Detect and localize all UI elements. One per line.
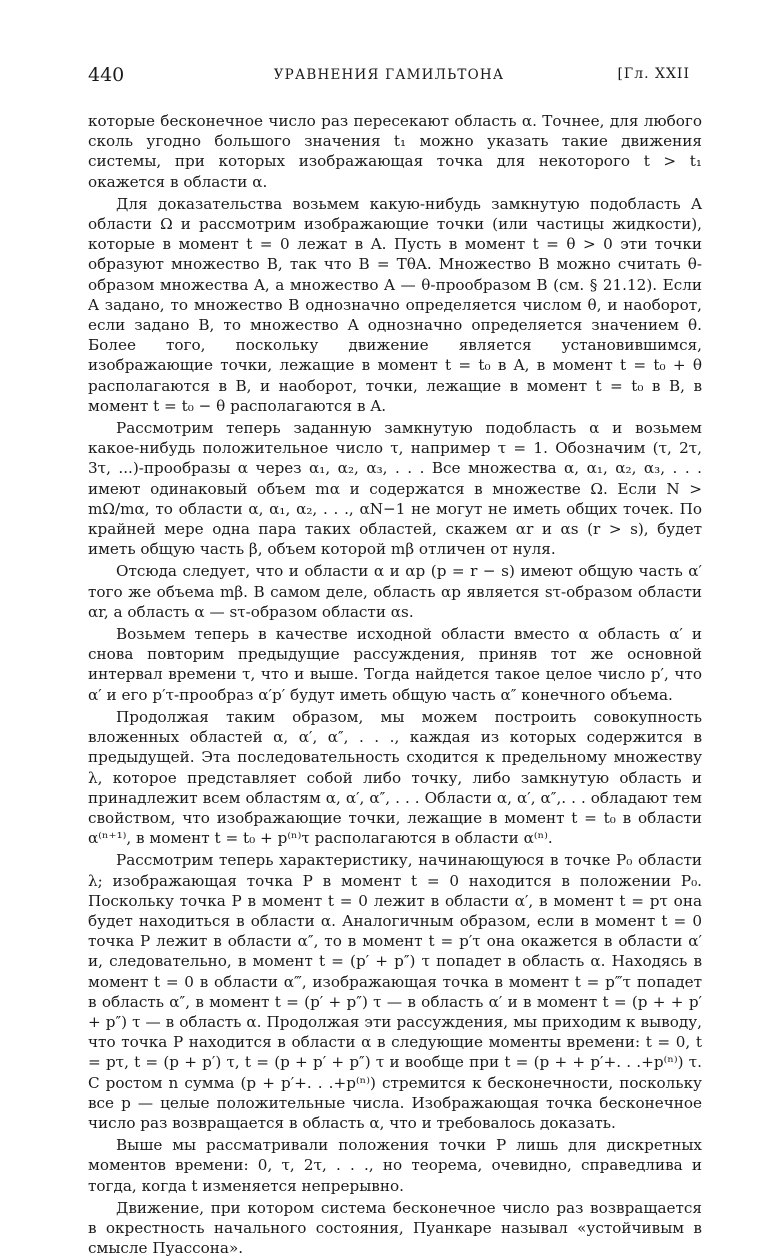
page-number: 440 [88, 64, 125, 86]
paragraph: Продолжая таким образом, мы можем построить совокупность вложенных областей α, α′, α″, . . ., каждая из которых содержится в предыдущей. Эта последовательность сходится к предельному множеству λ, которое представляет собой либо точку, либо замкнутую область и принадлежит всем областям α, α′, α″, . . . Области α, α′, α″,. . . обладают тем свойством, что изображающие точки, лежащие в момент t = t₀ в области α⁽ⁿ⁺¹⁾, в момент t = t₀ + p⁽ⁿ⁾τ располагаются в области α⁽ⁿ⁾. [88, 707, 702, 848]
paragraph: которые бесконечное число раз пересекают область α. Точнее, для любого сколь угодно большого значения t₁ можно указать такие движения системы, при которых изображающая точка для некоторого t > t₁ окажется в области α. [88, 112, 702, 191]
paragraph: Возьмем теперь в качестве исходной области вместо α область α′ и снова повторим предыдущие рассуждения, приняв тот же основной интервал времени τ, что и выше. Тогда найдется такое целое число p′, что α′ и его p′τ-прообраз α′p′ будут иметь общую часть α″ конечного объема. [88, 625, 702, 704]
paragraph: Рассмотрим теперь характеристику, начинающуюся в точке P₀ области λ; изображающая точка P в момент t = 0 находится в положении P₀. Поскольку точка P в момент t = 0 лежит в области α′, в момент t = pτ она будет находиться в области α. Аналогичным образом, если в момент t = 0 точка P лежит в области α″, то в момент t = p′τ она окажется в области α′ и, следовательно, в момент t = (p′ + p″) τ попадет в область α. Находясь в момент t = 0 в области α‴, изображающая точка в момент t = p‴τ попадет в область α″, в момент t = (p′ + p″) τ — в область α′ и в момент t = (p + + p′ + p″) τ — в область α. Продолжая эти рассуждения, мы приходим к выводу, что точка P находится в области α в следующие моменты времени: t = 0, t = pτ, t = (p + p′) τ, t = (p + p′ + p″) τ и вообще при t = (p + + p′+. . .+p⁽ⁿ⁾) τ. С ростом n сумма (p + p′+. . .+p⁽ⁿ⁾) стремится к бесконечности, поскольку все p — целые положительные числа. Изображающая точка бесконечное число раз возвращается в область α, что и требовалось доказать. [88, 851, 702, 1132]
paragraph: Отсюда следует, что и области α и αp (p = r − s) имеют общую часть α′ того же объема mβ. В самом деле, область αp является sτ-образом области αr, а область α — sτ-образом области αs. [88, 562, 702, 621]
paragraph: Рассмотрим теперь заданную замкнутую подобласть α и возьмем какое-нибудь положительное число τ, например τ = 1. Обозначим (τ, 2τ, 3τ, ...)-прообразы α через α₁, α₂, α₃, . . . Все множества α, α₁, α₂, α₃, . . . имеют одинаковый объем mα и содержатся в множестве Ω. Если N > mΩ/mα, то области α, α₁, α₂, . . ., αN−1 не могут не иметь общих точек. По крайней мере одна пара таких областей, скажем αr и αs (r > s), будет иметь общую часть β, объем которой mβ отличен от нуля. [88, 419, 702, 559]
paragraph: Для доказательства возьмем какую-нибудь замкнутую подобласть A области Ω и рассмотрим изображающие точки (или частицы жидкости), которые в момент t = 0 лежат в A. Пусть в момент t = θ > 0 эти точки образуют множество B, так что B = TθA. Множество B можно считать θ-образом множества A, а множество A — θ-прообразом B (см. § 21.12). Если A задано, то множество B однозначно определяется числом θ, и наоборот, если задано B, то множество A однозначно определяется значением θ. Более того, поскольку движение является установившимся, изображающие точки, лежащие в момент t = t₀ в A, в момент t = t₀ + θ располагаются в B, и наоборот, точки, лежащие в момент t = t₀ в B, в момент t = t₀ − θ располагаются в A. [88, 194, 702, 415]
page-header [88, 64, 690, 90]
paragraph: Выше мы рассматривали положения точки P лишь для дискретных моментов времени: 0, τ, 2τ, . . ., но теорема, очевидно, справедлива и тогда, когда t изменяется непрерывно. [88, 1136, 702, 1195]
chapter-label: [Гл. XXII [617, 66, 690, 82]
page-body [88, 111, 702, 1260]
running-title: УРАВНЕНИЯ ГАМИЛЬТОНА [273, 67, 505, 83]
paragraph: Движение, при котором система бесконечное число раз возвращается в окрестность начального состояния, Пуанкаре называл «устойчивым в смысле Пуассона». [88, 1198, 702, 1258]
